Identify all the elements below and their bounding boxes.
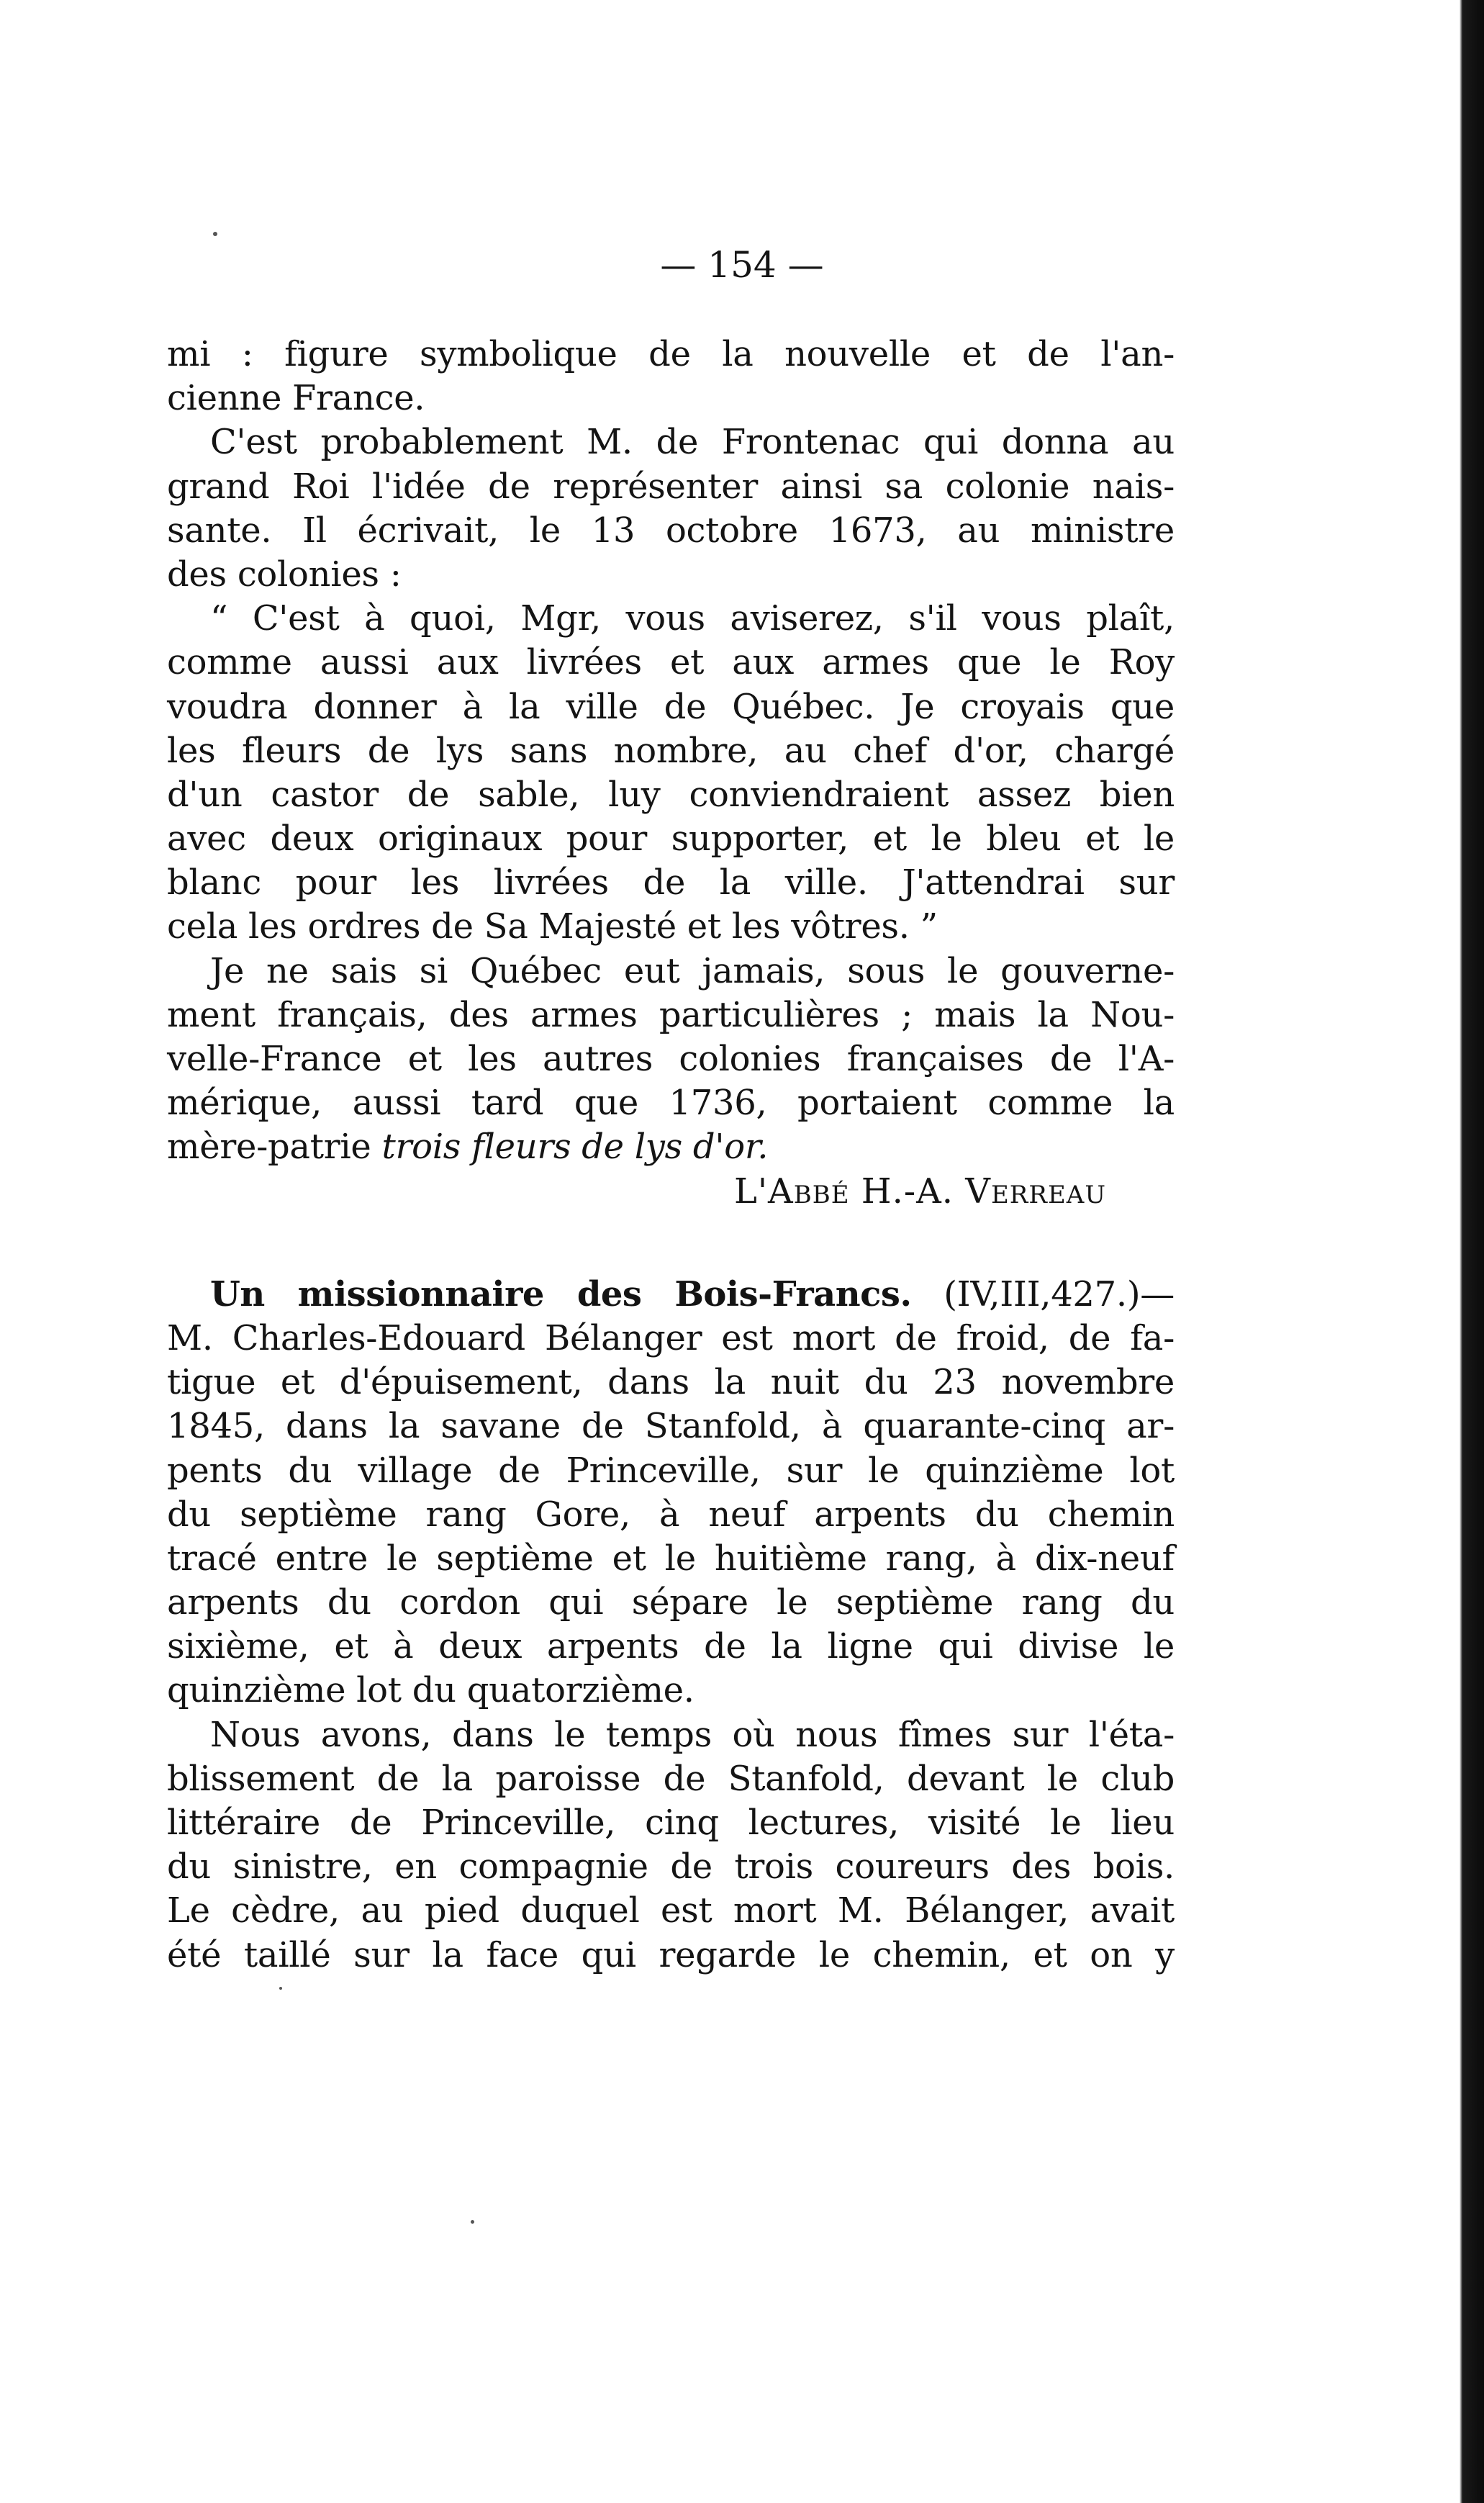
section-missionnaire <box>167 1273 1175 1977</box>
section-heading-line <box>167 1273 1175 1317</box>
quote-line: cela les ordres de Sa Majesté et les vôtres. ” <box>167 906 938 947</box>
text-line: 1845, dans la savane de Stanfold, à quarante-cinq ar- <box>167 1406 1175 1447</box>
text-line: des colonies : <box>167 554 402 595</box>
text-line: Nous avons, dans le temps où nous fîmes sur l'éta- <box>210 1714 1175 1755</box>
quote-line: “ C'est à quoi, Mgr, vous aviserez, s'il vous plaît, <box>210 598 1175 639</box>
text-line: cienne France. <box>167 378 425 419</box>
text-line: quinzième lot du quatorzième. <box>167 1670 695 1711</box>
text-line: littéraire de Princeville, cinq lectures, visité le lieu <box>167 1803 1175 1843</box>
quote-line: les fleurs de lys sans nombre, au chef d'or, chargé <box>167 730 1175 771</box>
text-line: velle-France et les autres colonies françaises de l'A- <box>167 1039 1175 1079</box>
ink-speck <box>471 2220 474 2224</box>
text-line: mi : figure symbolique de la nouvelle et de l'an- <box>167 334 1175 374</box>
text-line: du sinistre, en compagnie de trois coureurs des bois. <box>167 1846 1175 1888</box>
text-line-prefix: mère-patrie <box>167 1127 382 1168</box>
text-line <box>167 1125 1175 1169</box>
ink-speck <box>279 1987 282 1990</box>
text-line: du septième rang Gore, à neuf arpents du chemin <box>167 1494 1175 1535</box>
section-frontenac <box>167 333 1175 1214</box>
page-body <box>167 333 1175 1977</box>
quote-line: voudra donner à la ville de Québec. Je croyais que <box>167 686 1175 727</box>
quote-line: avec deux originaux pour supporter, et le bleu et le <box>167 818 1175 860</box>
page-number: — 154 — <box>660 244 824 286</box>
text-line: blissement de la paroisse de Stanfold, devant le club <box>167 1758 1175 1799</box>
ink-speck <box>213 232 217 236</box>
text-line: ment français, des armes particulières ; mais la Nou- <box>167 994 1175 1035</box>
section-heading: Un missionnaire des Bois-Francs. <box>210 1273 912 1314</box>
text-line: M. Charles-Edouard Bélanger est mort de froid, de fa- <box>167 1317 1175 1358</box>
text-line: sixième, et à deux arpents de la ligne qui divise le <box>167 1626 1175 1667</box>
text-line: été taillé sur la face qui regarde le chemin, et on y <box>167 1934 1175 1975</box>
text-line: Le cèdre, au pied duquel est mort M. Bélanger, avait <box>167 1890 1175 1931</box>
section-reference: (IV,III,427.)— <box>911 1273 1175 1314</box>
text-line: tigue et d'épuisement, dans la nuit du 23 novembre <box>167 1362 1175 1403</box>
quote-line: d'un castor de sable, luy conviendraient assez bien <box>167 774 1175 815</box>
text-line: Je ne sais si Québec eut jamais, sous le gouverne- <box>210 950 1175 991</box>
author-signature: L'Abbé H.-A. Verreau <box>733 1171 1106 1212</box>
text-line: grand Roi l'idée de représenter ainsi sa colonie nais- <box>167 466 1175 507</box>
text-line: sante. Il écrivait, le 13 octobre 1673, au ministre <box>167 510 1175 551</box>
quote-line: comme aussi aux livrées et aux armes que le Roy <box>167 642 1175 683</box>
quote-line: blanc pour les livrées de la ville. J'attendrai sur <box>167 862 1175 903</box>
text-line: tracé entre le septième et le huitième rang, à dix-neuf <box>167 1538 1175 1579</box>
text-line: mérique, aussi tard que 1736, portaient comme la <box>167 1083 1175 1124</box>
text-line: pents du village de Princeville, sur le quinzième lot <box>167 1450 1175 1491</box>
text-line: arpents du cordon qui sépare le septième rang du <box>167 1582 1175 1623</box>
text-line: C'est probablement M. de Frontenac qui donna au <box>210 422 1175 463</box>
italic-phrase: trois fleurs de lys d'or. <box>381 1127 769 1168</box>
page-edge-shadow <box>1455 0 1484 2503</box>
